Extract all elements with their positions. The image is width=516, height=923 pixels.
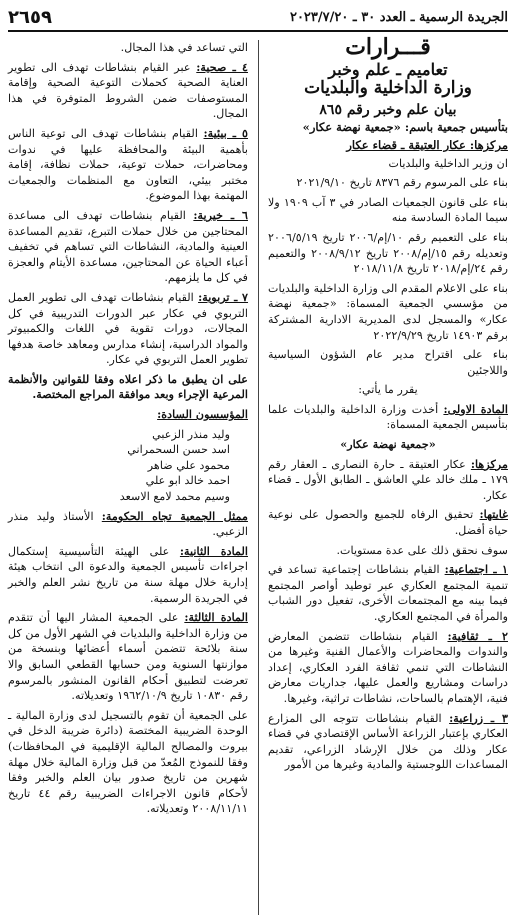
recital: بناء على المرسوم رقم ٨٣٧٦ تاريخ ٢٠٢١/٩/١٠: [296, 176, 508, 190]
decides-line: يقرر ما يأتي:: [358, 383, 418, 397]
goal: [268, 507, 508, 538]
section-subtitle: تعاميم ـ علم وخبر: [328, 59, 448, 79]
headquarters-text: عكار العتيقة ـ حارة النصارى ـ العقار رقم ١٧٩ ـ ملك خالد علي العاشق ـ الطابق الأول ـ قضاء عكار.: [268, 457, 508, 502]
goal-item-social: [268, 562, 508, 624]
item-label: ٤ ـ صحية:: [196, 59, 248, 74]
goal-item-health: [8, 60, 248, 122]
goal-item-cultural: [268, 629, 508, 707]
item-text: القيام بنشاطات تهدف الى توعية الناس بأهمية البيئة والمحافظة عليها في ندوات ومحاضرات، حملات توعية، حملات نظافة، إقامة مختبر بيئي، التعاون مع المنظمات والجمعيات المهتمة بهذا الموضوع.: [8, 126, 248, 203]
headquarters: [268, 457, 508, 504]
ministry-name: وزارة الداخلية والبلديات: [304, 78, 472, 99]
tax-registration: على الجمعية أن تقوم بالتسجيل لدى وزارة المالية ـ الوحدة الضريبية المختصة (دائرة ضريبة الدخل في بيروت والمصالح المالية الإقليمية في المحافظات) وفقا للنموذج المُعدّ من قبل وزارة المالية خلال مهلة شهرين من تاريخ صدور بيان العلم والخبر وفقا لأحكام قانون الاجراءات الضريبية رقم ٤٤ تاريخ ٢٠٠٨/١١/١١ وتعديلاته.: [8, 708, 248, 816]
goal-item-charity: [8, 208, 248, 286]
item-label: ٦ ـ خيرية:: [193, 207, 248, 222]
continuation-line: التي تساعد في هذا المجال.: [120, 41, 248, 54]
recital: بناء على قانون الجمعيات الصادر في ٣ آب ١٩٠٩ ولا سيما المادة السادسة منه: [268, 195, 509, 225]
section-title: قـــرارات: [345, 34, 431, 60]
founder-name: وليد منذر الزعبي: [152, 427, 230, 441]
article-3: [8, 610, 248, 704]
founder-name: احمد خالد ابو علي: [145, 474, 230, 488]
item-label: ٧ ـ تربوية:: [198, 289, 249, 304]
item-text: القيام بنشاطات تتوجه الى المزارع العكاري بإعتبار الزراعة الأساس الإقتصادي في قضاء عكار وذلك من خلال الإرشاد الزراعي، تقديم المساعدات اللوجستية والمادية وغيرها من الأمور: [268, 711, 508, 772]
item-text: القيام بنشاطات إجتماعية تساعد في تنمية المجتمع العكاري عبر توطيد أواصر المجتمع فيما بينه مع المجتمعات الأخرى، تفعيل دور الشباب والمرأة في المجتمع العكاري.: [268, 563, 508, 623]
column-divider: [258, 40, 259, 915]
running-header: الجريدة الرسمية ـ العدد ٣٠ ـ ٢٠٢٣/٧/٢٠: [289, 9, 508, 25]
decision-number: بيان علم وخبر رقم ٨٦٥: [319, 101, 457, 118]
goal-label: غايتها:: [479, 507, 508, 522]
intro-line: ان وزير الداخلية والبلديات: [388, 156, 508, 170]
founders-list: [8, 427, 248, 505]
item-label: ٣ ـ زراعية:: [449, 710, 508, 725]
goal-item-agricultural: [268, 711, 508, 773]
decision-subject: بتأسيس جمعية باسم: «جمعية نهضة عكار»: [302, 120, 508, 135]
association-name: [268, 437, 508, 453]
founder-name: اسد حسن السحمراني: [127, 443, 230, 457]
left-column: [8, 40, 248, 821]
item-label: ١ ـ اجتماعية:: [444, 562, 509, 577]
article-1: [268, 402, 508, 433]
founder-name: محمود علي ضاهر: [147, 458, 230, 472]
item-text: القيام بنشاطات تهدف الى مساعدة المحتاجين من خلال حملات التبرع، تقديم المساعدة العينية والمادية، النشاطات التي تساهم في تخفيف أعباء الحياة عن المحتاجين، مساعدة الأيتام والعجزة في كل ما يلزمهم.: [8, 208, 248, 285]
condition-clause: على ان يطبق ما ذكر اعلاه وفقا للقوانين والأنظمة المرعية الإجراء وبعد موافقة المراجع المختصة.: [8, 371, 248, 402]
article-1-text: أخذت وزارة الداخلية والبلديات علما بتأسيس الجمعية المسماة:: [268, 402, 508, 432]
item-text: القيام بنشاطات تتضمن المعارض والندوات والمحاضرات والأعمال الفنية وغيرها من النشاطات التي تنمي ثقافة الفرد العكاري، إعداد دراسات ومشاريع والعمل عليها، جداريات معارض فنية، الإهتمام بالساحات، نشاطات تراثية، وغيرها.: [268, 629, 508, 705]
representative: [8, 509, 248, 540]
article-1-label: المادة الاولى:: [443, 401, 508, 416]
item-label: ٥ ـ بيئية:: [203, 125, 249, 140]
headquarters-label: مركزها:: [470, 456, 508, 471]
article-3-label: المادة الثالثة:: [184, 610, 248, 625]
recital: بناء على اقتراح مدير عام الشؤون السياسية واللاجئين: [268, 348, 508, 377]
recital: بناء على الاعلام المقدم الى وزارة الداخلية والبلديات من مؤسسي الجمعية المسماة: «جمعية نهضة عكار» والمسجل لدى المديرية الادارية المشتركة برقم ١٤٩٠٣ تاريخ ٢٠٢٢/٩/٢٩: [268, 281, 508, 342]
association-name-text: «جمعية نهضة عكار»: [340, 437, 436, 452]
item-text: القيام بنشاطات تهدف الى تطوير العمل التربوي في عكار عبر الدورات التدريبية في كل المجالات، دورات تقوية في اللغات والكمبيوتر والمواد الدراسية، إنشاء مدارس ومعاهد خاصة هدفها تطوير العمل التربوي في عكار.: [8, 290, 248, 367]
right-column: [268, 34, 509, 777]
recital: بناء على التعميم رقم ١٠/إم/٢٠٠٦ تاريخ ٢٠٠٦/٥/١٩ وتعديله رقم ١٥/إم/٢٠٠٨ تاريخ ٢٠٠٨/٩/١٢ والتعميم رقم ٢٤/إم/٢٠١٨ تاريخ ٢٠١٨/١١/٨: [268, 230, 508, 276]
founder-name: وسيم محمد لامع الاسعد: [119, 490, 230, 504]
founders-heading: المؤسسون السادة:: [157, 407, 248, 422]
page-header: [8, 4, 508, 32]
item-text: عبر القيام بنشاطات تهدف الى تطوير العناية الصحية كحملات التوعية الصحية وإقامة المستوصفات ضمن الشروط المتوفرة في هذا المجال.: [8, 60, 248, 121]
article-3-text: على الجمعية المشار اليها أن تتقدم من وزارة الداخلية والبلديات في الشهر الأول من كل سنة بلائحة تتضمن أسماء أعضائها وبنسخة من موازنتها السنوية ومن حسابها القطعي السابق والا تعرضت لتطبيق أحكام القانون المنشور بالمرسوم رقم ١٠٨٣٠ تاريخ ١٩٦٢/١٠/٩ وتعديلاته.: [8, 611, 248, 703]
representative-text: الأستاذ وليد منذر الزعبي.: [8, 509, 248, 539]
page-number: ٢٦٥٩: [8, 6, 52, 28]
goal-item-environmental: [8, 126, 248, 204]
article-2: [8, 544, 248, 606]
item-label: ٢ ـ ثقافية:: [447, 628, 508, 643]
decision-location: مركزها: عكار العتيقة ـ قضاء عكار: [346, 137, 508, 152]
goal-item-educational: [8, 290, 248, 368]
representative-label: ممثل الجمعية تجاه الحكومة:: [101, 508, 248, 523]
article-2-text: على الهيئة التأسيسية إستكمال اجراءات تأسيس الجمعية والدعوة الى انتخاب هيئة إدارية خلال مهلة سنة من تاريخ نشر العلم والخبر في الجريدة الرسمية.: [8, 544, 248, 605]
levels-line: سوف نحقق ذلك على عدة مستويات.: [336, 543, 508, 557]
goal-text: تحقيق الرفاه للجميع والحصول على نوعية حياة أفضل.: [268, 508, 508, 538]
article-2-label: المادة الثانية:: [179, 543, 248, 558]
